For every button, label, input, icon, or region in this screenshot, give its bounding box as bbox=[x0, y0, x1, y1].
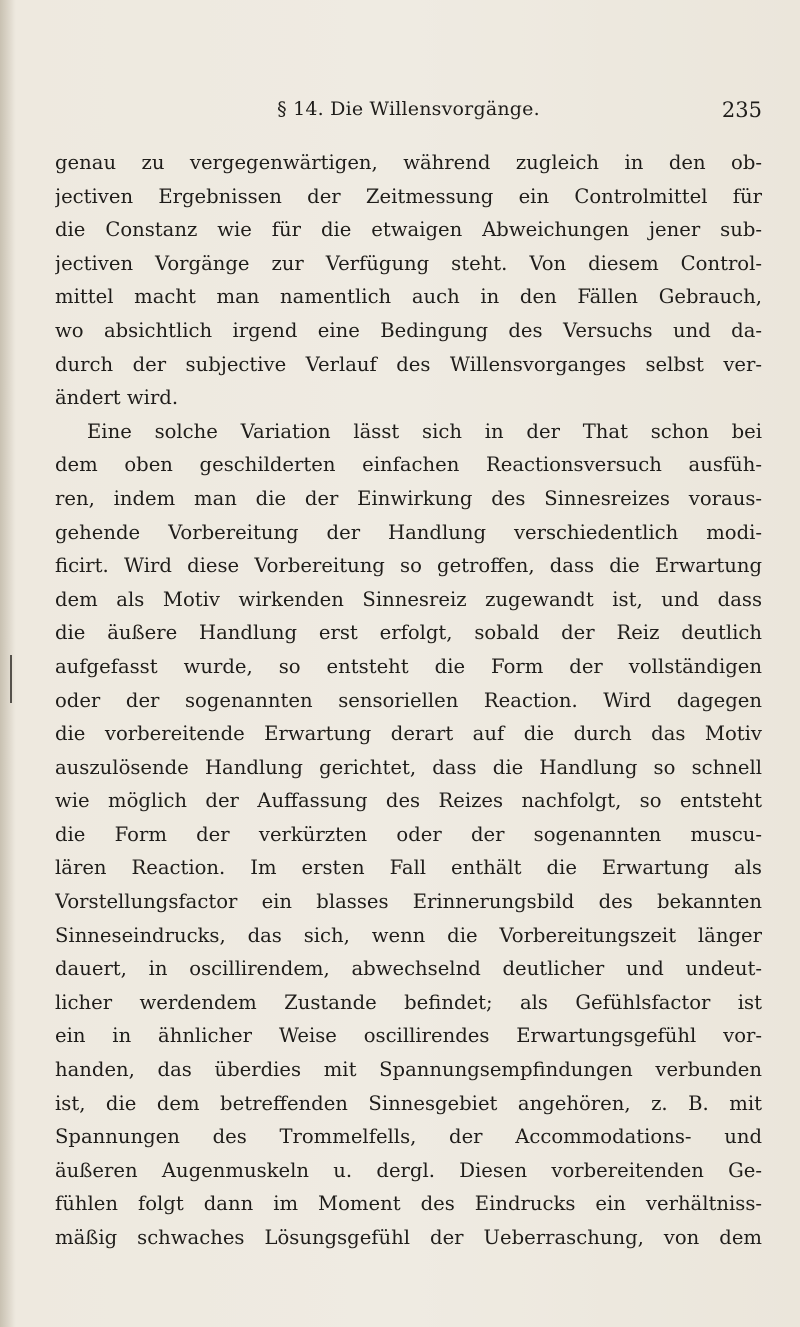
running-head: § 14. Die Willensvorgänge. bbox=[277, 98, 540, 120]
text-line: aufgefasst wurde, so entsteht die Form der vollständigen bbox=[55, 654, 762, 678]
text-line: äußeren Augenmuskeln u. dergl. Diesen vorbereitenden Ge- bbox=[55, 1158, 762, 1182]
text-line: jectiven Vorgänge zur Verfügung steht. Von diesem Control- bbox=[55, 251, 762, 275]
gutter-shadow bbox=[0, 0, 16, 1327]
text-line: dem als Motiv wirkenden Sinnesreiz zugewandt ist, und dass bbox=[55, 587, 762, 611]
text-line: ren, indem man die der Einwirkung des Sinnesreizes voraus- bbox=[55, 486, 762, 510]
text-line: dauert, in oscillirendem, abwechselnd deutlicher und undeut- bbox=[55, 957, 762, 981]
text-line: oder der sogenannten sensoriellen Reaction. Wird dagegen bbox=[55, 688, 762, 712]
text-line: mäßig schwaches Lösungsgefühl der Ueberraschung, von dem bbox=[55, 1226, 762, 1249]
text-line: dem oben geschilderten einfachen Reactionsversuch ausfüh- bbox=[55, 453, 762, 477]
body-text bbox=[55, 146, 762, 1255]
text-line: Spannungen des Trommelfells, der Accommodations- und bbox=[55, 1125, 762, 1149]
text-line: ficirt. Wird diese Vorbereitung so getroffen, dass die Erwartung bbox=[55, 554, 762, 578]
text-line: wie möglich der Auffassung des Reizes nachfolgt, so entsteht bbox=[55, 789, 762, 813]
text-line: Eine solche Variation lässt sich in der That schon bei bbox=[87, 419, 762, 443]
text-line: die Form der verkürzten oder der sogenannten muscu- bbox=[55, 822, 762, 846]
text-line: genau zu vergegenwärtigen, während zugleich in den ob- bbox=[55, 151, 762, 174]
text-line: lären Reaction. Im ersten Fall enthält die Erwartung als bbox=[55, 856, 762, 880]
text-line: mittel macht man namentlich auch in den Fällen Gebrauch, bbox=[55, 285, 762, 309]
text-line: ändert wird. bbox=[55, 386, 179, 410]
text-line: wo absichtlich irgend eine Bedingung des Versuchs und da- bbox=[55, 318, 762, 342]
text-line: die Constanz wie für die etwaigen Abweichungen jener sub- bbox=[55, 218, 762, 242]
text-line: ist, die dem betreffenden Sinnesgebiet angehören, z. B. mit bbox=[55, 1091, 762, 1115]
text-line: Vorstellungsfactor ein blasses Erinnerungsbild des bekannten bbox=[55, 890, 762, 914]
text-line: licher werdendem Zustande befindet; als Gefühlsfactor ist bbox=[55, 990, 762, 1014]
text-line: die äußere Handlung erst erfolgt, sobald der Reiz deutlich bbox=[55, 621, 762, 645]
page-header bbox=[55, 98, 762, 128]
text-line: handen, das überdies mit Spannungsempfindungen verbunden bbox=[55, 1058, 762, 1082]
text-line: auszulösende Handlung gerichtet, dass die Handlung so schnell bbox=[55, 755, 762, 779]
margin-mark bbox=[10, 655, 12, 703]
text-line: jectiven Ergebnissen der Zeitmessung ein Controlmittel für bbox=[55, 184, 762, 208]
text-line: die vorbereitende Erwartung derart auf die durch das Motiv bbox=[55, 722, 762, 746]
text-line: durch der subjective Verlauf des Willensvorganges selbst ver- bbox=[55, 352, 762, 376]
text-line: fühlen folgt dann im Moment des Eindrucks ein verhältniss- bbox=[55, 1192, 762, 1216]
text-line: Sinneseindrucks, das sich, wenn die Vorbereitungszeit länger bbox=[55, 923, 762, 947]
text-line: gehende Vorbereitung der Handlung verschiedentlich modi- bbox=[55, 520, 762, 544]
text-line: ein in ähnlicher Weise oscillirendes Erwartungsgefühl vor- bbox=[55, 1024, 762, 1048]
page-number: 235 bbox=[721, 98, 762, 122]
